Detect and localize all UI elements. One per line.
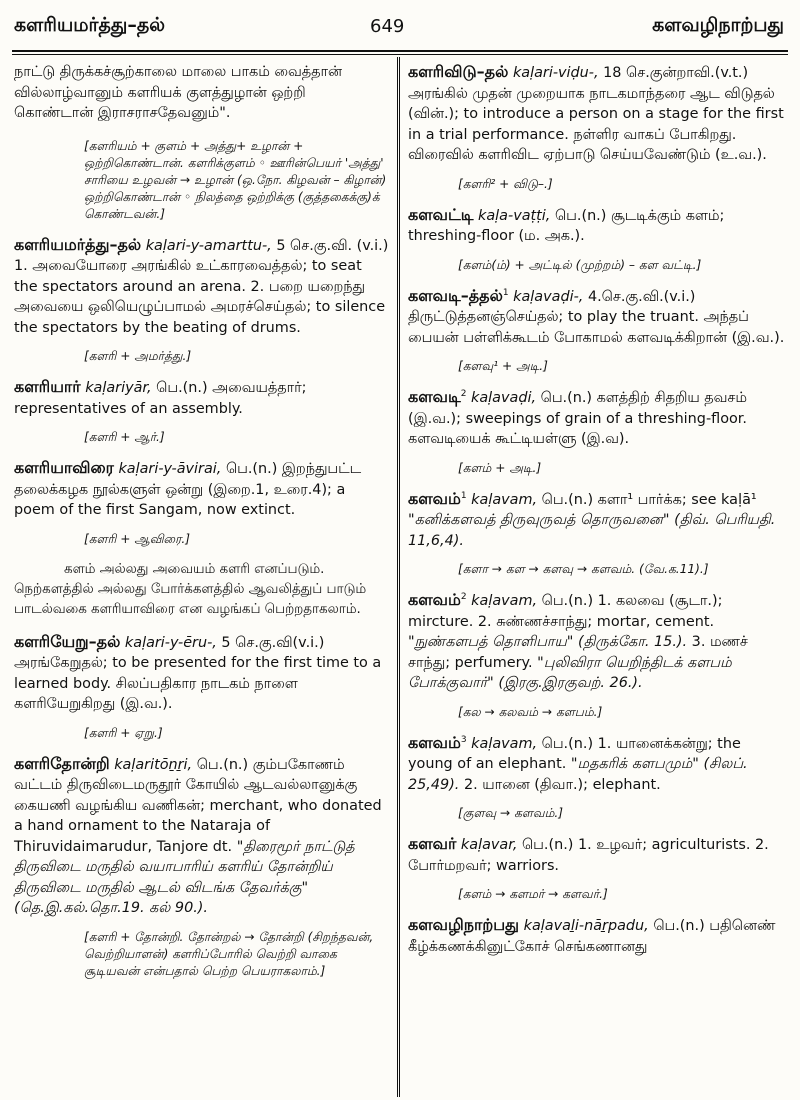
- etymology: [களரி + அமர்த்து.]: [84, 349, 192, 363]
- headword: களவம்: [408, 488, 461, 508]
- etymology: [களா → கள → களவு → களவம். (வே.க.11).]: [458, 562, 709, 576]
- headword: களவர்: [408, 834, 457, 853]
- headword: களவடி: [408, 387, 461, 406]
- left-column: [14, 62, 389, 992]
- transliteration: kaḷavaḍi-,: [513, 288, 584, 305]
- dictionary-entry: [408, 834, 786, 876]
- etymology: [களரியம் + குளம் + அத்து+ உழான் + ஒற்றிகொண்டான். களரிக்குளம் ◦ ஊரின்பெயர் 'அத்து' சாரியை உழவன் → உழான் (ஒ.நோ. கிழவன் – கிழான்) ஒற்றிகொண்டான் ◦ நிலத்தை ஒற்றிக்கு (குத்தகைக்கு)க் கொண்டவன்.]: [84, 138, 387, 221]
- citation: "கனிக்களவத் திருவுருவத் தொருவனை" (திவ். பெரியதி. 11,6,4).: [408, 512, 776, 549]
- transliteration: kaḷavar,: [460, 837, 518, 853]
- etymology: [களம் → களமர் → களவர்.]: [458, 887, 608, 901]
- dictionary-entry: [408, 915, 786, 957]
- dictionary-entry: [14, 377, 389, 419]
- definition: பெ.(n.) 1. கலவை (சூடா.); mircture. 2. சுண்ணச்சாந்து; mortar, cement.: [408, 593, 723, 630]
- transliteration: kaḷaritōṉṟi,: [114, 756, 193, 773]
- explanatory-note: களம் அல்லது அவையம் களரி எனப்படும். நெற்களத்தில் அல்லது போர்க்களத்தில் ஆவலித்துப் பாடும் பாடல்வகை களரியாவிரை என வழங்கப் பெற்றதாகலாம்.: [14, 561, 367, 617]
- page-header: [0, 0, 800, 50]
- dictionary-entry: [408, 733, 786, 796]
- dictionary-entry: [408, 205, 786, 247]
- headword: களவம்: [408, 590, 461, 609]
- dictionary-entry: [14, 754, 389, 919]
- etymology: [களம் + அடி.]: [458, 460, 542, 475]
- etymology: [களரி + தோன்றி. தோன்றல் → தோன்றி (சிறந்தவன், வெற்றியாளன்) களரிப்போரில் வெற்றி வாகை சூடியவன் என்பதால் பெற்ற பெயராகலாம்.]: [84, 929, 374, 978]
- transliteration: kaḷa-vaṭṭi,: [478, 207, 551, 224]
- headword: களரியமர்த்து–தல்: [14, 234, 142, 254]
- definition: பெ.(n.) கும்பகோணம் வட்டம் திருவிடைமருதூர் கோயில் ஆடவல்லானுக்கு கையணி வழங்கிய வணிகன்; merchant, who donated a hand ornament to the Nataraja of Thiruvidaimarudur, Tanjore dt.: [14, 756, 382, 855]
- definition: பெ.(n.) களத்திற் சிதறிய தவசம் (இ.வ.); sweepings of grain of a threshing-floor. களவடியைக் கூட்டியள்ளு (இ.வ).: [408, 390, 747, 447]
- dictionary-entry: [14, 458, 389, 521]
- header-rule: [12, 50, 788, 52]
- etymology: [களரி + ஆர்.]: [84, 430, 165, 444]
- citation: "நுண்களபத் தொளிபாய" (திருக்கோ. 15.).: [408, 634, 688, 650]
- transliteration: kaḷavaḍi,: [471, 390, 537, 406]
- headword: களவம்: [408, 732, 461, 752]
- transliteration: kaḷari-y-amarttu-,: [145, 237, 272, 254]
- transliteration: kaḷari-viḍu-,: [512, 65, 599, 81]
- etymology: [களவு¹ + அடி.]: [458, 359, 548, 373]
- transliteration: kaḷari-y-āvirai,: [118, 461, 222, 477]
- transliteration: kaḷari-y-ēru-,: [124, 634, 217, 651]
- dictionary-entry: [408, 62, 786, 166]
- header-right-guideword: களவழிநாற்பது: [652, 14, 784, 36]
- dictionary-entry: [14, 632, 389, 715]
- headword: களவடி–த்தல்: [408, 285, 503, 305]
- transliteration: kaḷariyār,: [85, 380, 152, 396]
- citation: "திரைமூர் நாட்டுத் திருவிடை மருதில் வயாபாரிய் களரிய் தோன்றிய் திருவிடை மருதில் ஆடல் விடங்க தேவர்க்கு" (தெ.இ.கல்.தொ.19. கல் 90.).: [14, 838, 355, 916]
- definition: பெ.(n.) 1. உழவர்; agriculturists. 2. போர்மறவர்; warriors.: [408, 837, 769, 874]
- continuation-text: நாட்டு திருக்கச்சூற்காலை மாலை பாகம் வைத்தான் வில்லாழ்வானும் களரியக் குளத்துழான் ஒற்றி கொண்டான் இராசராசதேவனும்".: [14, 64, 342, 121]
- etymology: [குளவு → களவம்.]: [458, 806, 564, 820]
- citation: "புலிவிரா யெறிந்திடக் களபம் போக்குவார்" (இரகு.இரகுவற். 26.).: [408, 654, 732, 691]
- definition: 3. மணச் சாந்து; perfumery.: [408, 634, 748, 671]
- definition: 18 செ.குன்றாவி.(v.t.) அரங்கில் முதன் முறையாக நாடகமாந்தரை ஆட விடுதல் (வின்.); to introduce a person on a stage for the first in a trial performance. நள்ளிர வாகப் போகிறது. விரைவில் களரிவிட ஏற்பாடு செய்யவேண்டும் (உ.வ.).: [408, 65, 784, 163]
- right-column: [408, 62, 786, 967]
- header-rule-thin: [12, 54, 788, 55]
- definition: பெ.(n.) சூடடிக்கும் களம்; threshing-floor (ம. அக.).: [408, 207, 725, 244]
- headword: களரியார்: [14, 377, 81, 396]
- headword: களரிதோன்றி: [14, 753, 110, 773]
- page-number: 649: [370, 16, 405, 37]
- transliteration: kaḷavaḻi-nāṟpadu,: [523, 918, 649, 934]
- transliteration: kaḷavam,: [471, 491, 538, 508]
- headword: களரியாவிரை: [14, 458, 114, 477]
- definition: பெ.(n.) அவையத்தார்; representatives of an assembly.: [14, 380, 307, 417]
- etymology: [களரி + ஆவிரை.]: [84, 531, 191, 546]
- definition: 5 செ.கு.வி(v.i.) அரங்கேறுதல்; to be presented for the first time to a learned body. சிலப்பதிகார நாடகம் நாளை களரியேறுகிறது (இ.வ.).: [14, 634, 382, 712]
- etymology: [களரி + ஏறு.]: [84, 725, 163, 740]
- dictionary-entry: [408, 489, 786, 552]
- definition: 5 செ.கு.வி. (v.i.) 1. அவையோரை அரங்கில் உட்காரவைத்தல்; to seat the spectators around an arena. 2. பறை யறைந்து அவையை ஒலியெழுப்பாமல் அமரச்செய்தல்; to silence the spectators by the beating of drums.: [14, 237, 389, 336]
- citation: "மதகரிக் களபமும்" (சிலப். 25,49).: [408, 756, 748, 793]
- homonym-number: 2: [460, 592, 467, 603]
- definition: பெ.(n.) 1. யானைக்கன்று; the young of an elephant.: [408, 735, 741, 772]
- homonym-number: 1: [460, 490, 467, 501]
- transliteration: kaḷavam,: [471, 593, 538, 609]
- homonym-number: 3: [460, 734, 467, 745]
- definition: 4.செ.கு.வி.(v.i.) திருட்டுத்தனஞ்செய்தல்; to play the truant. அந்தப் பையன் பள்ளிக்கூடம் போகாமல் களவடிக்கிறான் (இ.வ.).: [408, 288, 785, 346]
- headword: களவழிநாற்பது: [408, 915, 520, 934]
- homonym-number: 2: [460, 389, 467, 400]
- definition: பெ.(n.) இறந்துபட்ட தலைக்கழக நூல்களுள் ஒன்று (இறை.1, உரை.4); a poem of the first Sangam, now extinct.: [14, 461, 362, 518]
- definition: 2. யானை (திவா.); elephant.: [459, 776, 661, 793]
- transliteration: kaḷavam,: [471, 735, 538, 752]
- homonym-number: 1: [502, 287, 509, 298]
- definition: பெ.(n.) பதினெண் கீழ்க்கணக்கினுட்கோச் செங்கணானது: [408, 918, 776, 955]
- headword: களவட்டி: [408, 204, 474, 224]
- headword: களரிவிடு–தல்: [408, 62, 509, 81]
- header-left-guideword: களரியமர்த்து–தல்: [14, 14, 165, 36]
- column-divider: [397, 57, 400, 1097]
- definition: பெ.(n.) களா¹ பார்க்க; see kaḷā¹: [537, 491, 757, 508]
- etymology: [களரி² + விடு–.]: [458, 176, 553, 191]
- headword: களரியேறு–தல்: [14, 631, 121, 651]
- dictionary-entry: [408, 387, 786, 450]
- dictionary-entry: [408, 590, 786, 694]
- etymology: [கல → கலவம் → களபம்.]: [458, 704, 603, 719]
- dictionary-entry: [14, 235, 389, 339]
- dictionary-entry: [408, 286, 786, 349]
- etymology: [களம்(ம்) + அட்டில் (முற்றம்) – கள வட்டி.]: [458, 257, 702, 272]
